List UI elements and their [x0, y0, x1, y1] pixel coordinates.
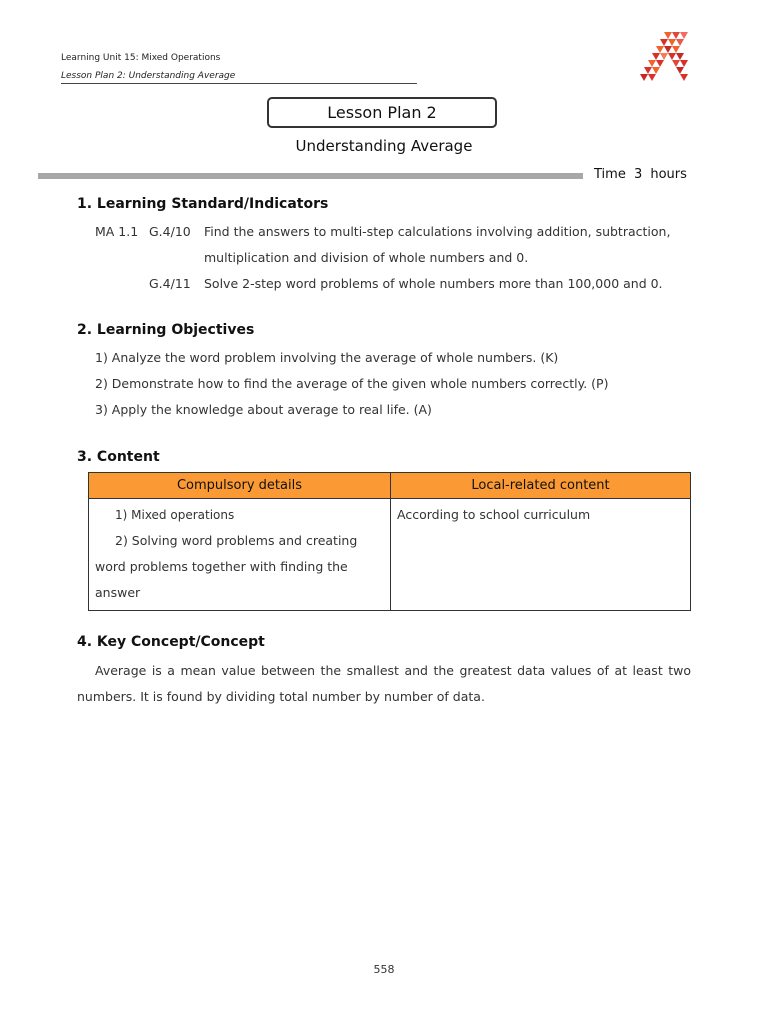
objective-item: 3) Apply the knowledge about average to real life. (A): [95, 402, 432, 417]
brand-logo-icon: [634, 30, 694, 86]
header-unit: Learning Unit 15: Mixed Operations: [61, 53, 221, 63]
section-3-heading: 3. Content: [77, 449, 160, 465]
section-1-heading: 1. Learning Standard/Indicators: [77, 196, 329, 212]
objective-item: 2) Demonstrate how to find the average of the given whole numbers correctly. (P): [95, 376, 609, 391]
section-4-heading: 4. Key Concept/Concept: [77, 634, 265, 650]
lesson-time: Time 3 hours: [594, 167, 687, 182]
content-item: 1) Mixed operations: [115, 508, 235, 522]
indicator-text: Solve 2-step word problems of whole numbers more than 100,000 and 0.: [204, 276, 663, 291]
section-2-heading: 2. Learning Objectives: [77, 322, 255, 338]
content-item-continued: answer: [95, 585, 141, 600]
content-table: [88, 472, 691, 611]
indicator-code: G.4/10: [149, 224, 191, 239]
lesson-subtitle: Understanding Average: [295, 137, 473, 155]
content-item: 2) Solving word problems and creating: [115, 533, 358, 548]
indicator-text: Find the answers to multi-step calculations involving addition, subtraction,: [204, 224, 671, 239]
compulsory-details-cell: [89, 499, 391, 611]
local-content-text: According to school curriculum: [397, 507, 591, 522]
key-concept-text: Average is a mean value between the smallest and the greatest data values of at least two numbers. It is found by dividing total number by number of data.: [77, 663, 691, 704]
standard-code: MA 1.1: [95, 224, 139, 239]
table-header-compulsory: Compulsory details: [89, 473, 391, 499]
table-header-local: Local-related content: [391, 473, 691, 499]
header-divider: [38, 173, 583, 179]
page-number: 558: [373, 963, 395, 976]
content-item-continued: word problems together with finding the: [95, 559, 348, 574]
local-content-cell: [391, 499, 691, 611]
indicator-text: multiplication and division of whole numbers and 0.: [204, 250, 529, 265]
indicator-code: G.4/11: [149, 276, 191, 291]
lesson-plan-title: Lesson Plan 2: [267, 97, 497, 128]
header-plan: Lesson Plan 2: Understanding Average: [61, 71, 417, 84]
objective-item: 1) Analyze the word problem involving the average of whole numbers. (K): [95, 350, 559, 365]
